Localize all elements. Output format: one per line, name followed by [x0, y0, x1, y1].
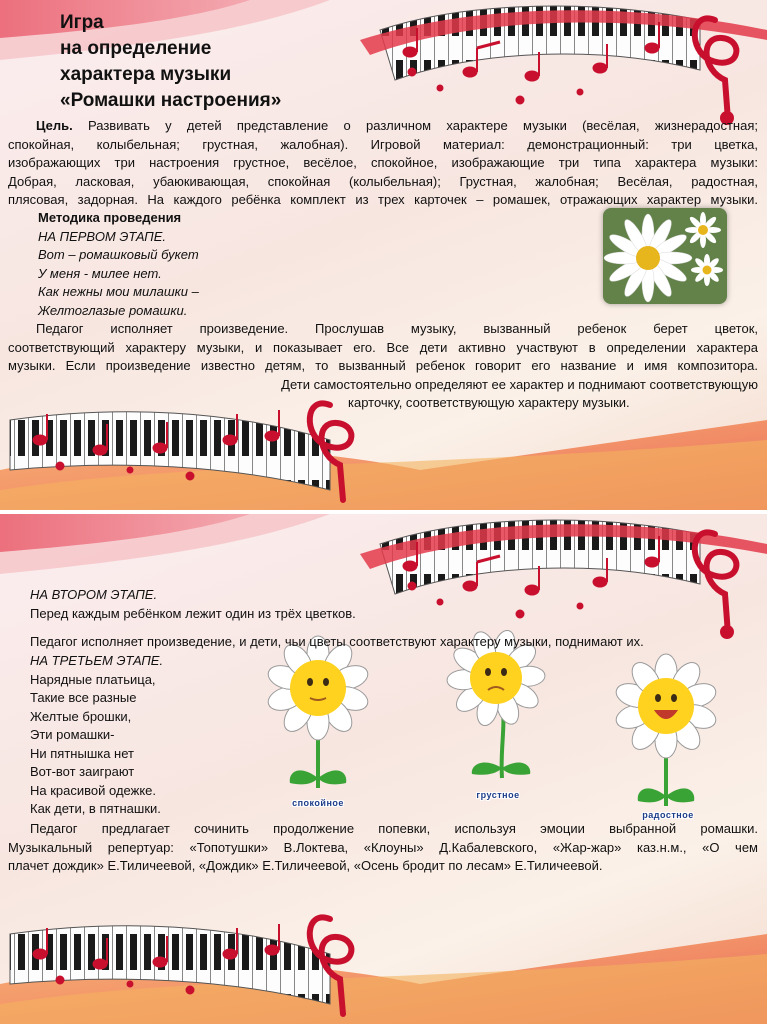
final-paragraph: Педагог предлагает сочинить продолжение попевки, используя эмоции выбранной ромашки. Музыкальный репертуар: «Топотушки» В.Локтева, «Клоуны» Д.Кабалевского, «Жар-жар» каз.н.м., «О чем плачет дождик» Е.Тиличеевой, «Дождик» Е.Тиличеевой, «Осень бродит по лесам» Е.Тиличеевой.	[8, 821, 758, 873]
stage3-block	[30, 652, 163, 819]
slide-1	[0, 0, 767, 510]
stage3-heading: НА ТРЕТЬЕМ ЭТАПЕ.	[30, 653, 164, 668]
stage2-heading: НА ВТОРОМ ЭТАПЕ.	[30, 587, 158, 602]
poem-line: У меня - милее нет.	[38, 265, 162, 281]
poem-line: Желтоглазые ромашки.	[38, 302, 188, 318]
teacher-line: Педагог исполняет произведение, и дети, чьи цветы соответствуют характеру музыки, поднимают их.	[30, 634, 644, 649]
goal-paragraph: Цель. Развивать у детей представление о различном характере музыки (весёлая, жизнерадостная; спокойная, колыбельная; грустная, жалобная). Игровой материал: демонстрационный: три цветка, изображающих три настроения грустное, весёлое, спокойное, изображающие три типа характера музыки: Добрая, ласковая, убаюкивающая, спокойная (колыбельная); Грустная, жалобная; Весёлая, радостная, плясовая, задорная. На каждого ребёнка комплект из трех карточек – ромашек, отражающих характер музыки.	[8, 118, 758, 207]
chamomile-photo	[603, 208, 727, 304]
stage2-block	[30, 586, 356, 623]
poem-line: Такие все разные	[30, 690, 137, 705]
poem-line: Ни пятнышка нет	[30, 745, 134, 761]
method-heading: Методика проведения	[38, 210, 182, 225]
joyful-flower-icon	[613, 654, 719, 806]
flower-label-calm: спокойное	[292, 798, 344, 808]
goal-label: Цель.	[36, 118, 73, 133]
chamomile-icon	[603, 208, 727, 304]
slide-2	[0, 514, 767, 1024]
flower-label-joyful: радостное	[642, 810, 694, 820]
stage1-heading: НА ПЕРВОМ ЭТАПЕ.	[38, 228, 166, 244]
poem-line: Как нежны мои милашки –	[38, 284, 199, 299]
method-block	[38, 209, 199, 320]
procedure-paragraph: Педагог исполняет произведение. Прослушав музыку, вызванный ребенок берет цветок, соответствующий характеру музыки, и показывает его. Все дети активно участвуют в определении характера музыки. Если произведение известно детям, то вызванный ребенок говорит его название и имя композитора. Дети самостоятельно определяют ее характер и поднимают соответствующую карточку, соответствующую характеру музыки.	[8, 321, 758, 410]
calm-flower-icon	[265, 636, 371, 788]
flower-label-sad: грустное	[476, 790, 520, 800]
page-title: Игра на определение характера музыки «Ромашки настроения»	[60, 12, 282, 111]
poem-line: Как дети, в пятнашки.	[30, 801, 161, 816]
poem-line: Вот – ромашковый букет	[38, 247, 199, 262]
stage2-text: Перед каждым ребёнком лежит один из трёх цветков.	[30, 605, 356, 621]
poem-line: Нарядные платьица,	[30, 671, 156, 687]
poem-line: На красивой одежке.	[30, 782, 156, 798]
poem-line: Желтые брошки,	[30, 708, 132, 724]
poem-line: Эти ромашки-	[30, 727, 115, 742]
poem-line: Вот-вот заиграют	[30, 764, 135, 779]
